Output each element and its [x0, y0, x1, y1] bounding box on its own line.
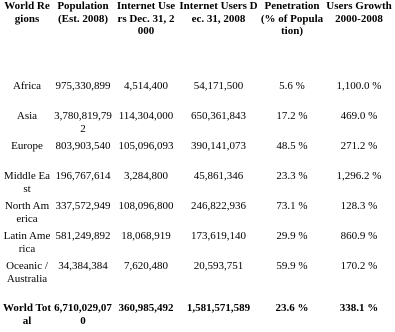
cell-growth: 1,100.0 % [336, 80, 382, 92]
cell-total-users-2000: 360,985,492 [118, 302, 174, 314]
table-row [2, 230, 393, 260]
header-region: World Regions [4, 0, 50, 25]
total-row [2, 302, 393, 332]
cell-users-2000: 3,284,800 [124, 170, 168, 182]
cell-users-2008: 390,141,073 [191, 140, 246, 152]
cell-penetration: 48.5 % [276, 140, 308, 152]
cell-region: Europe [11, 140, 43, 152]
cell-region: Latin America [3, 230, 51, 255]
cell-population: 975,330,899 [55, 80, 111, 92]
cell-total-penetration: 23.6 % [275, 302, 309, 314]
table-row [2, 170, 393, 200]
header-users-2000: Internet Users Dec. 31, 2000 [116, 0, 176, 37]
table-row [2, 260, 393, 302]
table-row [2, 80, 393, 110]
cell-growth: 271.2 % [340, 140, 378, 152]
cell-region: Middle East [3, 170, 51, 195]
cell-users-2008: 173,619,140 [191, 230, 246, 242]
cell-users-2000: 18,068,919 [121, 230, 171, 242]
cell-penetration: 29.9 % [276, 230, 308, 242]
header-penetration: Penetration (% of Population) [260, 0, 324, 37]
cell-population: 34,384,384 [58, 260, 108, 272]
cell-population: 337,572,949 [55, 200, 111, 212]
cell-users-2000: 7,620,480 [124, 260, 168, 272]
cell-penetration: 5.6 % [279, 80, 305, 92]
cell-total-users-2008: 1,581,571,589 [186, 302, 251, 314]
cell-population: 581,249,892 [55, 230, 111, 242]
cell-growth: 1,296.2 % [336, 170, 382, 182]
cell-region: Asia [16, 110, 38, 122]
cell-growth: 128.3 % [340, 200, 378, 212]
cell-users-2000: 4,514,400 [124, 80, 168, 92]
cell-growth: 170.2 % [340, 260, 378, 272]
cell-users-2008: 45,861,346 [193, 170, 244, 182]
cell-growth: 469.0 % [340, 110, 378, 122]
cell-penetration: 17.2 % [276, 110, 308, 122]
cell-penetration: 73.1 % [276, 200, 308, 212]
header-users-2008: Internet Users Dec. 31, 2008 [179, 0, 258, 25]
cell-total-population: 6,710,029,070 [54, 302, 112, 327]
cell-population: 803,903,540 [55, 140, 111, 152]
table-row [2, 140, 393, 170]
cell-region: Oceanic / Australia [6, 260, 48, 285]
cell-users-2000: 105,096,093 [118, 140, 174, 152]
cell-growth: 860.9 % [340, 230, 378, 242]
cell-population: 196,767,614 [55, 170, 111, 182]
cell-penetration: 23.3 % [276, 170, 308, 182]
cell-users-2000: 114,304,000 [118, 110, 174, 122]
cell-region: North America [4, 200, 50, 225]
table-row [2, 110, 393, 140]
internet-usage-table [2, 0, 393, 332]
cell-users-2008: 54,171,500 [193, 80, 244, 92]
cell-total-growth: 338.1 % [339, 302, 379, 314]
cell-users-2008: 650,361,843 [191, 110, 246, 122]
cell-users-2008: 20,593,751 [193, 260, 244, 272]
table-row [2, 200, 393, 230]
cell-total-region: World Total [3, 302, 51, 327]
header-growth: Users Growth 2000-2008 [326, 0, 392, 25]
cell-users-2000: 108,096,800 [118, 200, 174, 212]
cell-penetration: 59.9 % [276, 260, 308, 272]
cell-population: 3,780,819,792 [54, 110, 112, 135]
header-row [2, 0, 393, 80]
cell-region: Africa [12, 80, 42, 92]
cell-users-2008: 246,822,936 [191, 200, 246, 212]
header-population: Population (Est. 2008) [57, 0, 109, 25]
